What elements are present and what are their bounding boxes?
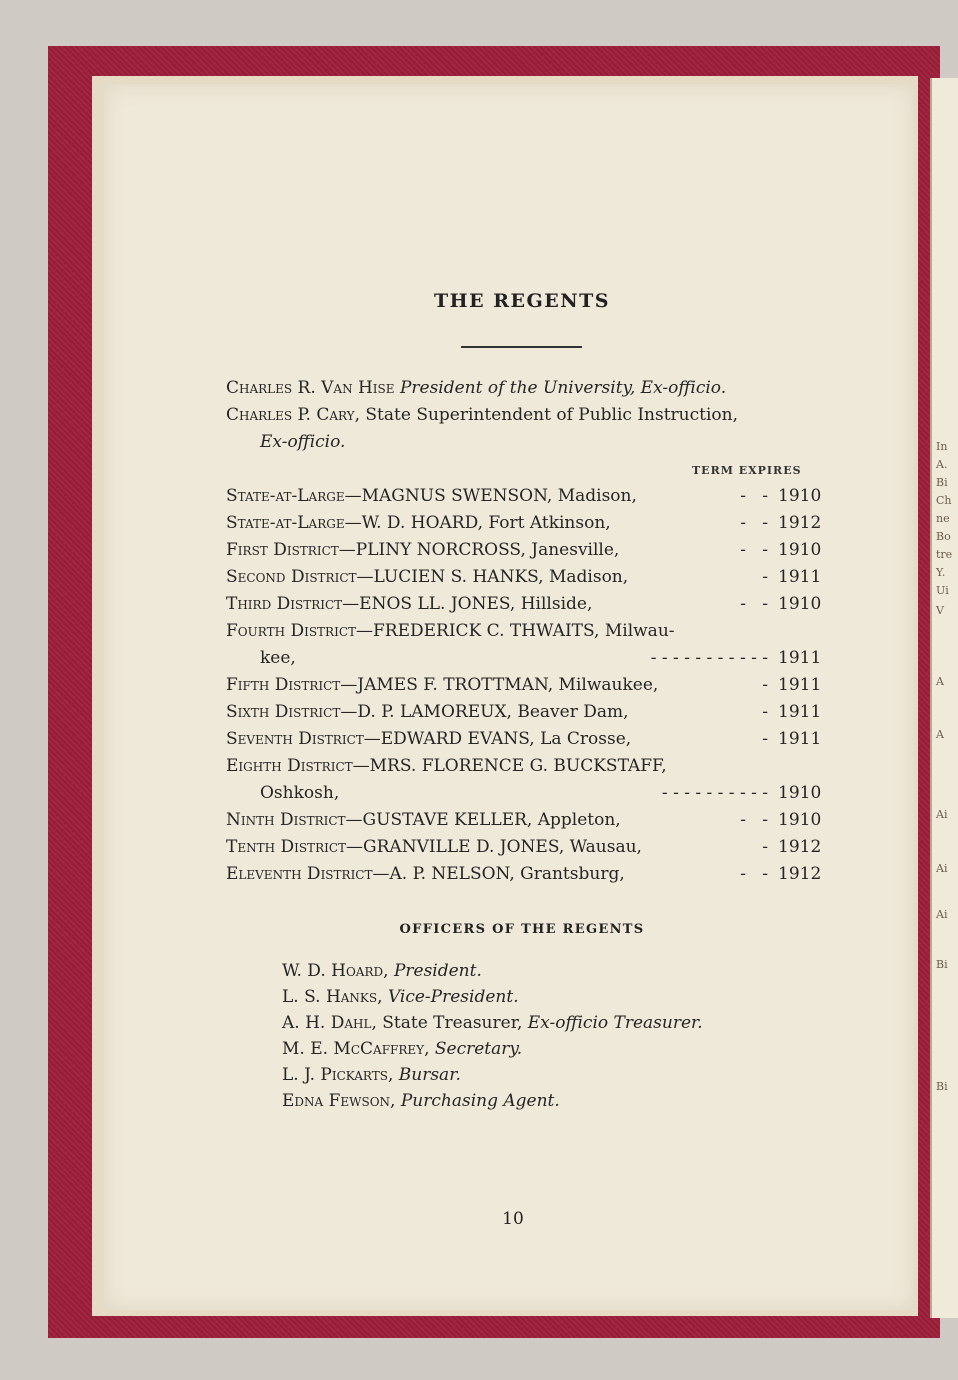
regent-name: Charles R. Van Hise	[226, 378, 395, 398]
em-dash-separator: —	[344, 513, 362, 533]
leader-dashes: - -	[740, 540, 768, 560]
term-year: 1911	[778, 648, 822, 668]
district-label: Eighth District	[226, 756, 353, 776]
term-year: 1911	[778, 567, 822, 587]
term-year: 1910	[778, 594, 822, 614]
regent-row	[226, 540, 619, 560]
facing-page-fragment: Ch	[936, 494, 952, 507]
regent-member: EDWARD EVANS, La Crosse,	[380, 729, 632, 749]
district-label: Eleventh District	[226, 864, 373, 884]
officer-name: Edna Fewson,	[282, 1091, 396, 1111]
facing-page-fragment: A	[936, 728, 944, 741]
officer-row	[282, 1013, 703, 1033]
term-year: 1912	[778, 864, 822, 884]
facing-page-fragment: A.	[936, 458, 948, 471]
leader-dashes: -	[762, 702, 768, 722]
title-rule	[461, 346, 582, 348]
facing-page-fragment: Ai	[936, 808, 948, 821]
regent-row	[226, 486, 637, 506]
facing-page-fragment: Bi	[936, 476, 948, 489]
facing-page-fragment: Ai	[936, 862, 948, 875]
district-label: First District	[226, 540, 339, 560]
regent-row	[226, 621, 675, 641]
em-dash-separator: —	[352, 756, 370, 776]
district-label: Seventh District	[226, 729, 364, 749]
em-dash-separator: —	[342, 594, 360, 614]
regent-member: ENOS LL. JONES, Hillside,	[359, 594, 593, 614]
term-year: 1912	[778, 837, 822, 857]
term-year: 1910	[778, 540, 822, 560]
term-year: 1910	[778, 810, 822, 830]
regent-role: President of the University, Ex-officio.	[399, 378, 727, 398]
district-label: Tenth District	[226, 837, 347, 857]
em-dash-separator: —	[346, 837, 364, 857]
ex-officio-line-2-cont: Ex-officio.	[260, 432, 346, 452]
em-dash-separator: —	[356, 621, 373, 641]
regent-member: FREDERICK C. THWAITS, Milwau-	[373, 621, 675, 641]
facing-page-fragment: Ui	[936, 584, 949, 597]
officer-row	[282, 1091, 560, 1111]
leader-dashes: - -	[740, 486, 768, 506]
officer-role: Secretary.	[434, 1039, 523, 1059]
district-label: Third District	[226, 594, 343, 614]
officer-role: President.	[393, 961, 482, 981]
officer-name: A. H. Dahl,	[282, 1013, 377, 1033]
term-year: 1911	[778, 729, 822, 749]
facing-page-fragment: ne	[936, 512, 950, 525]
em-dash-separator: —	[340, 702, 358, 722]
term-year: 1910	[778, 486, 822, 506]
paper-page	[104, 84, 914, 1310]
regent-member: MRS. FLORENCE G. BUCKSTAFF,	[369, 756, 667, 776]
em-dash-separator: —	[340, 675, 358, 695]
em-dash-separator: —	[338, 540, 356, 560]
facing-page-fragment: Bi	[936, 958, 948, 971]
regent-row	[226, 756, 667, 776]
leader-dashes: -	[762, 675, 768, 695]
officer-name: M. E. McCaffrey,	[282, 1039, 430, 1059]
district-label: State-at-Large	[226, 486, 345, 506]
ex-officio-line-1	[226, 378, 726, 398]
page-title: THE REGENTS	[434, 290, 610, 312]
regent-member: PLINY NORCROSS, Janesville,	[355, 540, 620, 560]
officer-name: L. J. Pickarts,	[282, 1065, 394, 1085]
regent-row	[226, 729, 631, 749]
officer-row	[282, 961, 482, 981]
regent-member: GUSTAVE KELLER, Appleton,	[362, 810, 621, 830]
em-dash-separator: —	[372, 864, 390, 884]
leader-dashes: - -	[740, 810, 768, 830]
term-expires-header: TERM EXPIRES	[692, 464, 802, 477]
leader-dashes: -	[762, 729, 768, 749]
term-year: 1911	[778, 702, 822, 722]
regent-member: GRANVILLE D. JONES, Wausau,	[363, 837, 642, 857]
regent-row	[226, 567, 628, 587]
officer-role: Bursar.	[398, 1065, 461, 1085]
regent-row	[226, 810, 621, 830]
officer-row	[282, 1065, 461, 1085]
regent-row	[226, 675, 658, 695]
ex-officio-line-2	[226, 405, 738, 425]
leader-dashes: - -	[740, 513, 768, 533]
leader-dashes: - - - - - - - - - -	[661, 783, 768, 803]
officer-name: L. S. Hanks,	[282, 987, 383, 1007]
em-dash-separator: —	[356, 567, 374, 587]
facing-page-fragment: Ai	[936, 908, 948, 921]
em-dash-separator: —	[345, 810, 363, 830]
facing-page-fragment: Bo	[936, 530, 951, 543]
district-label: Fourth District	[226, 621, 356, 641]
facing-page-fragment: In	[936, 440, 948, 453]
officer-role: Vice-President.	[387, 987, 519, 1007]
regent-member-cont: Oshkosh,	[260, 783, 340, 803]
regent-row	[226, 864, 625, 884]
district-label: Second District	[226, 567, 357, 587]
page-number: 10	[502, 1209, 524, 1229]
regent-name: Charles P. Cary,	[226, 405, 360, 425]
regent-member: JAMES F. TROTTMAN, Milwaukee,	[357, 675, 659, 695]
regent-member-cont: kee,	[260, 648, 296, 668]
regent-row	[226, 594, 592, 614]
regent-role: State Superintendent of Public Instruction,	[365, 405, 739, 425]
regent-row	[226, 513, 611, 533]
officer-role: Ex-officio Treasurer.	[527, 1013, 703, 1033]
term-year: 1910	[778, 783, 822, 803]
term-year: 1911	[778, 675, 822, 695]
regent-member: W. D. HOARD, Fort Atkinson,	[361, 513, 611, 533]
term-year: 1912	[778, 513, 822, 533]
facing-page-fragment: tre	[936, 548, 953, 561]
em-dash-separator: —	[363, 729, 381, 749]
officer-row	[282, 987, 519, 1007]
em-dash-separator: —	[344, 486, 362, 506]
leader-dashes: -	[762, 837, 768, 857]
district-label: Ninth District	[226, 810, 346, 830]
district-label: Fifth District	[226, 675, 341, 695]
facing-page-fragment: Y.	[936, 566, 946, 579]
facing-page-strip	[930, 78, 958, 1318]
facing-page-fragment: V	[936, 604, 944, 617]
leader-dashes: - -	[740, 594, 768, 614]
leader-dashes: -	[762, 567, 768, 587]
district-label: Sixth District	[226, 702, 341, 722]
officer-role-plain: State Treasurer,	[382, 1013, 523, 1033]
regent-member: LUCIEN S. HANKS, Madison,	[373, 567, 629, 587]
facing-page-fragment: Bi	[936, 1080, 948, 1093]
leader-dashes: - - - - - - - - - - -	[650, 648, 768, 668]
officers-title: OFFICERS OF THE REGENTS	[399, 922, 645, 937]
regent-row	[226, 837, 642, 857]
officer-role: Purchasing Agent.	[400, 1091, 560, 1111]
facing-page-fragment: A	[936, 675, 944, 688]
regent-member: A. P. NELSON, Grantsburg,	[389, 864, 625, 884]
leader-dashes: - -	[740, 864, 768, 884]
regent-member: MAGNUS SWENSON, Madison,	[361, 486, 637, 506]
district-label: State-at-Large	[226, 513, 345, 533]
regent-row	[226, 702, 629, 722]
officer-row	[282, 1039, 522, 1059]
officer-name: W. D. Hoard,	[282, 961, 389, 981]
regent-member: D. P. LAMOREUX, Beaver Dam,	[357, 702, 629, 722]
